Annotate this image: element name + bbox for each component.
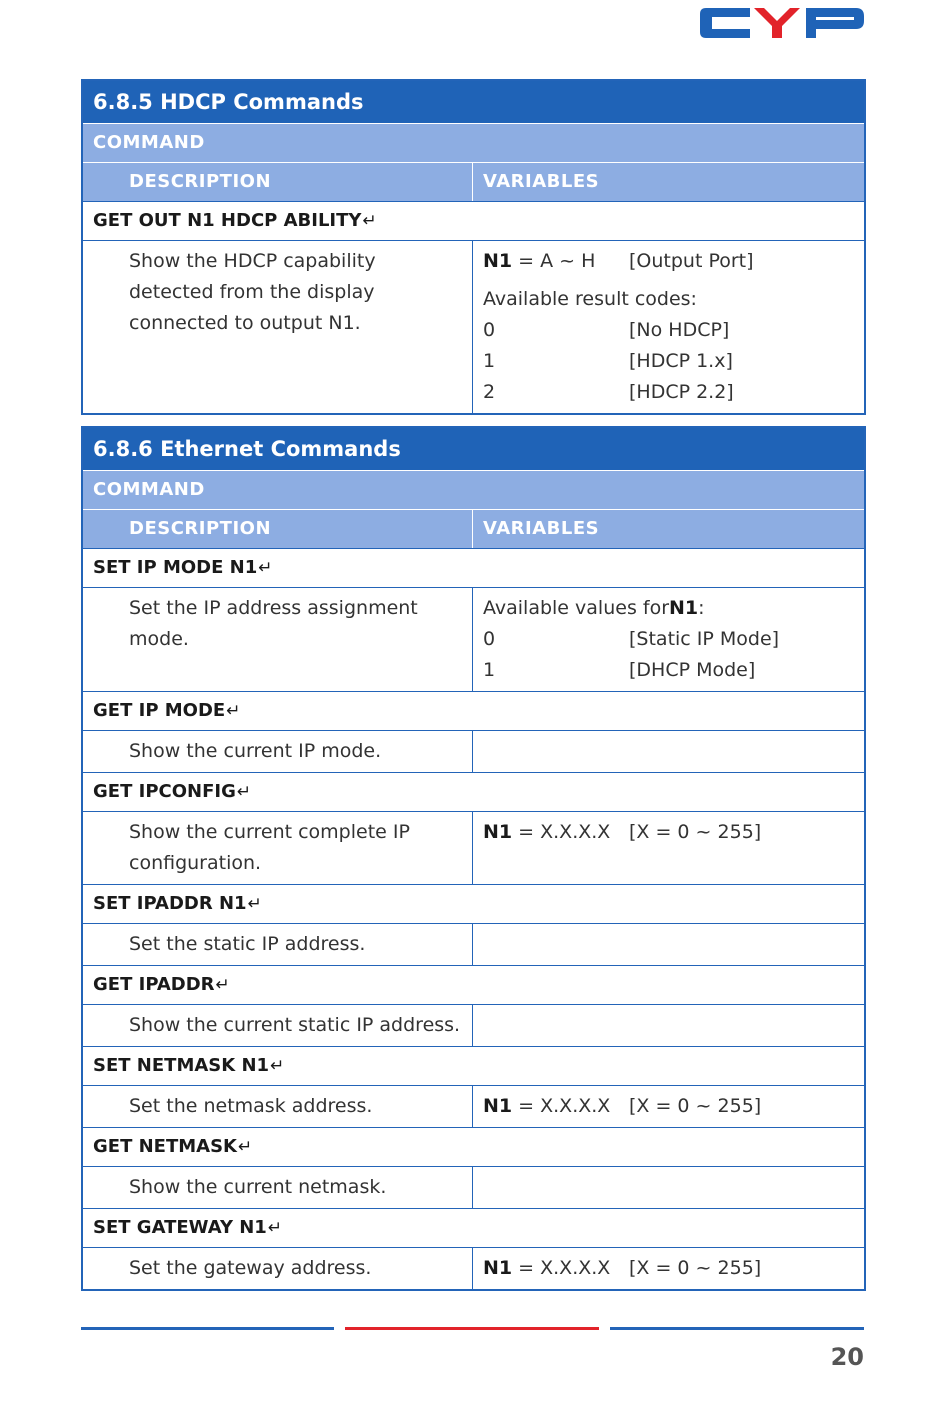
description-row: [83, 240, 864, 413]
column-headers: [83, 162, 864, 201]
variable-name: N1: [669, 597, 699, 619]
command-row: [83, 1046, 864, 1085]
command-row: [83, 1208, 864, 1247]
variable-key: 2: [483, 381, 496, 403]
return-symbol: ↵: [215, 975, 230, 995]
description-row: [83, 587, 864, 691]
description-row: [83, 811, 864, 884]
variable-text: Available result codes:: [483, 288, 697, 310]
command-header: COMMAND: [83, 470, 864, 509]
variables-header: VARIABLES: [483, 171, 600, 192]
variable-range: = X.X.X.X: [512, 1095, 611, 1117]
variable-value: [Output Port]: [629, 250, 754, 272]
command-description: Show the HDCP capability detected from the display connected to output N1.: [83, 241, 473, 413]
footer-line-center: [345, 1327, 599, 1330]
command-name: SET GATEWAY N1: [93, 1217, 267, 1238]
variable-line: [483, 315, 854, 346]
variable-line: [483, 377, 854, 408]
variable-line: [483, 284, 854, 315]
variables-header: VARIABLES: [483, 518, 600, 539]
column-headers: [83, 509, 864, 548]
variable-key: 1: [483, 350, 496, 372]
variable-key: [483, 246, 629, 277]
return-symbol: ↵: [270, 1056, 285, 1076]
command-row: [83, 201, 864, 240]
description-header: DESCRIPTION: [83, 163, 473, 201]
variable-tail: :: [698, 597, 705, 619]
command-name: GET OUT N1 HDCP ABILITY: [93, 210, 362, 231]
variable-key: 0: [483, 319, 496, 341]
command-name: SET NETMASK N1: [93, 1055, 270, 1076]
command-variables: [473, 241, 864, 413]
description-row: [83, 1166, 864, 1208]
description-row: [83, 1247, 864, 1289]
variable-value: [Static IP Mode]: [629, 628, 780, 650]
variable-name: N1: [483, 1257, 513, 1279]
command-description: Show the current IP mode.: [83, 731, 473, 772]
footer-line-left: [81, 1327, 334, 1330]
variable-key: [483, 1091, 629, 1122]
variable-line: [483, 624, 854, 655]
variable-key: 0: [483, 628, 496, 650]
command-row: [83, 691, 864, 730]
command-row: [83, 884, 864, 923]
command-variables: [473, 1005, 864, 1046]
variable-value: [X = 0 ~ 255]: [629, 1095, 762, 1117]
return-symbol: ↵: [238, 1137, 253, 1157]
return-symbol: ↵: [226, 701, 241, 721]
command-row: [83, 1127, 864, 1166]
hdcp-commands-table: [81, 79, 866, 415]
section-title: 6.8.5 HDCP Commands: [83, 81, 864, 123]
command-variables: [473, 588, 864, 691]
variable-name: N1: [483, 821, 513, 843]
variable-line: [483, 246, 854, 277]
command-name: SET IPADDR N1: [93, 893, 247, 914]
variable-value: [X = 0 ~ 255]: [629, 1257, 762, 1279]
variable-line: [483, 1091, 854, 1122]
variable-line: [483, 593, 854, 624]
command-name: GET IPADDR: [93, 974, 215, 995]
command-variables: [473, 1086, 864, 1127]
command-name: GET IPCONFIG: [93, 781, 236, 802]
return-symbol: ↵: [362, 211, 377, 231]
return-symbol: ↵: [258, 558, 273, 578]
variable-key: [483, 817, 629, 848]
description-row: [83, 923, 864, 965]
command-variables: [473, 812, 864, 884]
variable-name: N1: [483, 1095, 513, 1117]
variable-name: N1: [483, 250, 513, 272]
command-name: GET IP MODE: [93, 700, 226, 721]
command-variables: [473, 731, 864, 772]
variable-key: 1: [483, 659, 496, 681]
variable-text: Available values for: [483, 597, 670, 619]
command-variables: [473, 1167, 864, 1208]
command-row: [83, 965, 864, 1004]
command-description: Show the current complete IP configuration.: [83, 812, 473, 884]
variable-key: [483, 1253, 629, 1284]
variable-line: [483, 817, 854, 848]
variable-line: [483, 655, 854, 686]
command-header: COMMAND: [83, 123, 864, 162]
command-description: Set the static IP address.: [83, 924, 473, 965]
command-row: [83, 548, 864, 587]
description-header: DESCRIPTION: [83, 510, 473, 548]
command-name: SET IP MODE N1: [93, 557, 258, 578]
command-description: Set the netmask address.: [83, 1086, 473, 1127]
command-description: Set the gateway address.: [83, 1248, 473, 1289]
variable-range: = A ~ H: [512, 250, 596, 272]
variable-range: = X.X.X.X: [512, 1257, 611, 1279]
page-number: 20: [830, 1343, 864, 1371]
return-symbol: ↵: [247, 894, 262, 914]
command-description: Show the current static IP address.: [83, 1005, 473, 1046]
ethernet-commands-table: [81, 426, 866, 1291]
variable-line: [483, 1253, 854, 1284]
command-variables: [473, 1248, 864, 1289]
return-symbol: ↵: [236, 782, 252, 802]
command-row: [83, 772, 864, 811]
command-description: Show the current netmask.: [83, 1167, 473, 1208]
command-description: Set the IP address assignment mode.: [83, 588, 473, 691]
footer-line-right: [610, 1327, 864, 1330]
variable-value: [No HDCP]: [629, 319, 730, 341]
command-name: GET NETMASK: [93, 1136, 238, 1157]
command-variables: [473, 924, 864, 965]
variable-line: [483, 346, 854, 377]
variable-value: [HDCP 1.x]: [629, 350, 733, 372]
cyp-logo: [698, 6, 866, 40]
variable-range: = X.X.X.X: [512, 821, 611, 843]
section-title: 6.8.6 Ethernet Commands: [83, 428, 864, 470]
description-row: [83, 1004, 864, 1046]
description-row: [83, 1085, 864, 1127]
variable-value: [X = 0 ~ 255]: [629, 821, 762, 843]
variable-value: [DHCP Mode]: [629, 659, 756, 681]
description-row: [83, 730, 864, 772]
variable-value: [HDCP 2.2]: [629, 381, 734, 403]
return-symbol: ↵: [267, 1218, 283, 1238]
